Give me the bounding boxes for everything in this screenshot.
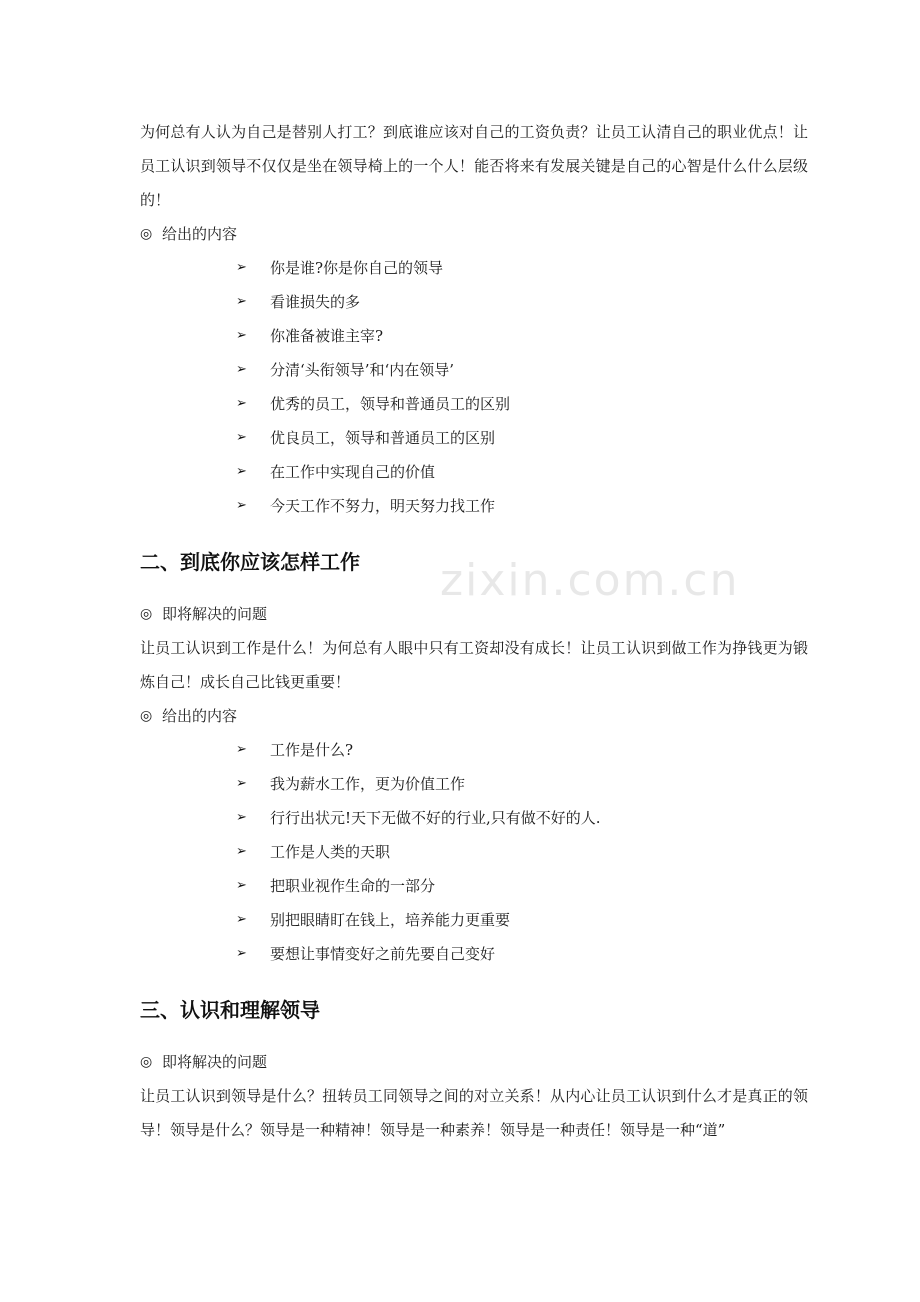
list-item-text: 在工作中实现自己的价值 — [270, 463, 436, 481]
content-list-2 — [140, 733, 808, 971]
arrow-bullet-icon: ➢ — [236, 362, 247, 377]
content-label-2 — [140, 699, 808, 733]
problem-paragraph-2: 让员工认识到工作是什么！为何总有人眼中只有工资却没有成长！让员工认识到做工作为挣钱更为锻炼自己！成长自己比钱更重要！ — [140, 639, 808, 691]
list-item-text: 把职业视作生命的一部分 — [270, 877, 436, 895]
list-item — [236, 801, 808, 835]
section-heading-2: 二、到底你应该怎样工作 — [140, 550, 360, 574]
document-page — [140, 115, 808, 1147]
content-label-text: 给出的内容 — [162, 707, 238, 725]
arrow-bullet-icon: ➢ — [236, 498, 247, 513]
list-item-text: 我为薪水工作，更为价值工作 — [270, 775, 466, 793]
arrow-bullet-icon: ➢ — [236, 294, 247, 309]
watermark: zixin.com.cn — [440, 555, 740, 606]
list-item-text: 工作是人类的天职 — [270, 843, 391, 861]
list-item — [236, 767, 808, 801]
section-heading-3: 三、认识和理解领导 — [140, 998, 320, 1022]
arrow-bullet-icon: ➢ — [236, 878, 247, 893]
list-item — [236, 319, 808, 353]
list-item — [236, 421, 808, 455]
list-item-text: 看谁损失的多 — [270, 293, 361, 311]
circle-marker-icon: ◎ — [140, 708, 153, 724]
list-item-text: 优良员工，领导和普通员工的区别 — [270, 429, 496, 447]
arrow-bullet-icon: ➢ — [236, 464, 247, 479]
list-item — [236, 251, 808, 285]
arrow-bullet-icon: ➢ — [236, 260, 247, 275]
list-item-text: 优秀的员工，领导和普通员工的区别 — [270, 395, 511, 413]
list-item-text: 分清‘头衔领导’和‘内在领导’ — [270, 361, 455, 379]
problem-paragraph-3: 让员工认识到领导是什么？扭转员工同领导之间的对立关系！从内心让员工认识到什么才是真正的领导！领导是什么？领导是一种精神！领导是一种素养！领导是一种责任！领导是一种“道” — [140, 1087, 808, 1139]
list-item — [236, 937, 808, 971]
arrow-bullet-icon: ➢ — [236, 396, 247, 411]
arrow-bullet-icon: ➢ — [236, 844, 247, 859]
content-label-text: 给出的内容 — [162, 225, 238, 243]
arrow-bullet-icon: ➢ — [236, 912, 247, 927]
list-item — [236, 353, 808, 387]
arrow-bullet-icon: ➢ — [236, 776, 247, 791]
list-item-text: 别把眼睛盯在钱上，培养能力更重要 — [270, 911, 511, 929]
list-item — [236, 455, 808, 489]
list-item — [236, 835, 808, 869]
arrow-bullet-icon: ➢ — [236, 946, 247, 961]
circle-marker-icon: ◎ — [140, 606, 153, 622]
list-item — [236, 733, 808, 767]
list-item-text: 要想让事情变好之前先要自己变好 — [270, 945, 496, 963]
problem-label-2 — [140, 597, 808, 631]
list-item — [236, 489, 808, 523]
arrow-bullet-icon: ➢ — [236, 328, 247, 343]
problem-label-text: 即将解决的问题 — [162, 1053, 268, 1071]
list-item-text: 行行出状元!天下无做不好的行业,只有做不好的人. — [270, 809, 601, 827]
arrow-bullet-icon: ➢ — [236, 810, 247, 825]
problem-label-text: 即将解决的问题 — [162, 605, 268, 623]
list-item — [236, 869, 808, 903]
list-item-text: 工作是什么? — [270, 741, 354, 759]
list-item-text: 你是谁?你是你自己的领导 — [270, 259, 444, 277]
circle-marker-icon: ◎ — [140, 226, 153, 242]
problem-label-3 — [140, 1045, 808, 1079]
content-list-1 — [140, 251, 808, 523]
list-item-text: 今天工作不努力，明天努力找工作 — [270, 497, 496, 515]
content-label-1 — [140, 217, 808, 251]
list-item — [236, 285, 808, 319]
arrow-bullet-icon: ➢ — [236, 742, 247, 757]
circle-marker-icon: ◎ — [140, 1054, 153, 1070]
list-item-text: 你准备被谁主宰? — [270, 327, 384, 345]
intro-paragraph: 为何总有人认为自己是替别人打工？到底谁应该对自己的工资负责？让员工认清自己的职业优点！让员工认识到领导不仅仅是坐在领导椅上的一个人！能否将来有发展关键是自己的心智是什么什么层级的！ — [140, 123, 808, 209]
arrow-bullet-icon: ➢ — [236, 430, 247, 445]
list-item — [236, 387, 808, 421]
list-item — [236, 903, 808, 937]
